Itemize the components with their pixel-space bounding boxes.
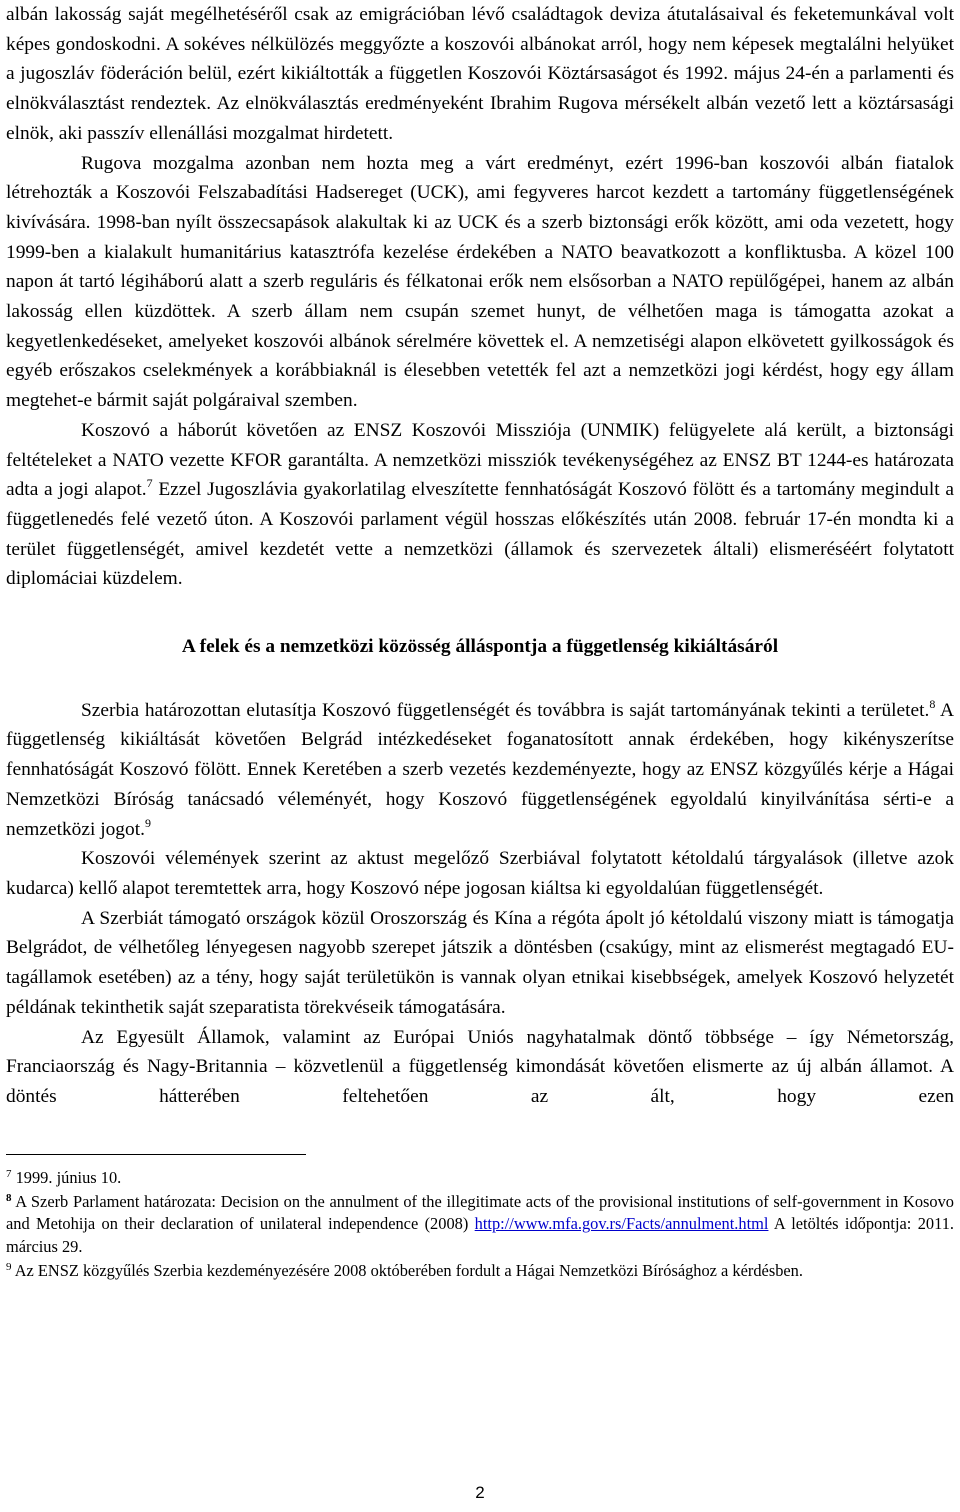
document-page (6, 0, 954, 1285)
paragraph-4: Szerbia határozottan elutasítja Koszovó függetlenségét és továbbra is saját tartományának tekinti a területet.$^8$ A függetlenség kikiáltását követően Belgrád intézkedéseket foganatosított annak érdekében, hogy kikényszerítse fennhatóságát Koszovó fölött. Ennek Keretében a szerb vezetés kezdeményezte, hogy az ENSZ közgyűlés kérje a Hágai Nemzetközi Bíróság tanácsadó véleményét, hogy Koszovó függetlenségének egyoldalú kinyilvánítása sérti-e a nemzetközi jogot.$^9$ (6, 696, 955, 840)
footnotes (6, 1167, 954, 1283)
footnote-ref-7[interactable]: 7 (146, 476, 153, 491)
section-heading: A felek és a nemzetközi közösség álláspontja a függetlenség kikiáltásáról (181, 636, 779, 658)
footnote-8-link[interactable]: http://www.mfa.gov.rs/Facts/annulment.html (474, 1214, 769, 1234)
paragraph-1: albán lakosság saját megélhetéséről csak az emigrációban lévő családtagok deviza átutalásaival és feketemunkával volt képes gondoskodni. A sokéves nélkülözés meggyőzte a koszovói albánokat arról, hogy nem képesek megtalálni helyüket a jugoszláv föderáción belül, ezért kikiáltották a független Koszovói Köztársaságot és 1992. május 24-én a parlamenti és elnökválasztást rendeztek. Az elnökválasztás eredményeként Ibrahim Rugova mérsékelt albán vezető lett a köztársasági elnök, aki passzív ellenállási mozgalmat hirdetett. (6, 4, 954, 144)
footnote-ref-8[interactable]: 8 (929, 696, 936, 711)
paragraph-5: Koszovói vélemények szerint az aktust megelőző Szerbiával folytatott kétoldalú tárgyalások (illetve azok kudarca) kellő alapot teremtettek arra, hogy Koszovó népe jogosan kiáltsa ki egyoldalúan függetlenségét. (6, 848, 954, 899)
footnote-9: $^9$ Az ENSZ közgyűlés Szerbia kezdeményezésére 2008 októberében fordult a Hágai Nemzetközi Bírósághoz a kérdésben. (6, 1261, 803, 1281)
page-number: 2 (475, 1483, 485, 1502)
footnote-8: $^8$ A Szerb Parlament határozata: Decision on the annulment of the illegitimate acts of the provisional institutions of self-government in Kosovo and Metohija on their declaration of unilateral independence (2008) http://www.mfa.gov.rs/Facts/annulment.html A letöltés időpontja: 2011. március 29. (6, 1192, 954, 1256)
footnote-separator (6, 1154, 306, 1155)
footnote-ref-9[interactable]: 9 (144, 815, 151, 830)
paragraph-3: Koszovó a háborút követően az ENSZ Koszovói Missziója (UNMIK) felügyelete alá került, a biztonsági feltételeket a NATO vezette KFOR garantálta. A nemzetközi missziók tevékenységéhez az ENSZ BT 1244-es határozata adta a jogi alapot.$^7$ Ezzel Jugoszlávia gyakorlatilag elveszítette fennhatóságát Koszovó fölött és a tartomány megindult a függetlenedés felé vezető úton. A Koszovói parlament végül hosszas előkészítés után 2008. február 17-én mondta ki a terület függetlenségét, amivel kezdetét vette a nemzetközi (államok és szervezetek általi) elismeréséért folytatott diplomáciai küzdelem. (6, 419, 954, 590)
paragraph-7: Az Egyesült Államok, valamint az Európai Uniós nagyhatalmak döntő többsége – így Németország, Franciaország és Nagy-Britannia – közvetlenül a függetlenség kimondását követően elismerte az új albán államot. A döntés hátterében feltehetően az ált, hogy ezen (6, 1026, 954, 1107)
paragraph-2: Rugova mozgalma azonban nem hozta meg a várt eredményt, ezért 1996-ban koszovói albán fiatalok létrehozták a Koszovói Felszabadítási Hadsereget (UCK), ami fegyveres harcot kezdett a tartomány függetlenségének kivívására. 1998-ban nyílt összecsapások alakultak ki az UCK és a szerb biztonsági erők között, ami oda vezetett, hogy 1999-ben a kialakult humanitárius katasztrófa kezelése érdekében a NATO beavatkozott a konfliktusba. A közel 100 napon át tartó légiháború alatt a szerb reguláris és félkatonai erők nem elsősorban a NATO repülőgépei, hanem az albán lakosság ellen küzdöttek. A szerb állam nem csupán szemet hunyt, de vélhetően maga is támogatta azokat a kegyetlenkedéseket, amelyeket koszovói albánok sérelmére követtek el. A nemzetiségi alapon elkövetett gyilkosságok és egyéb erőszakos cselekmények a korábbiaknál is élesebben vetették fel azt a nemzetközi jogi kérdést, hogy egy állam megtehet-e bármit saját polgáraival szemben. (6, 152, 954, 412)
footnote-7: $^7$ 1999. június 10. (6, 1167, 122, 1187)
paragraph-6: A Szerbiát támogató országok közül Oroszország és Kína a régóta ápolt jó kétoldalú viszony miatt is támogatja Belgrádot, de vélhetőleg lényegesen nagyobb szerepet játszik a döntésben (csakúgy, mint az elismerést megtagadó EU-tagállamok esetében) az a tény, hogy saját területükön is vannak olyan etnikai kisebbségek, amelyek Koszovó helyzetét példának tekinthetik saját szeparatista törekvéseik támogatására. (6, 907, 954, 1018)
